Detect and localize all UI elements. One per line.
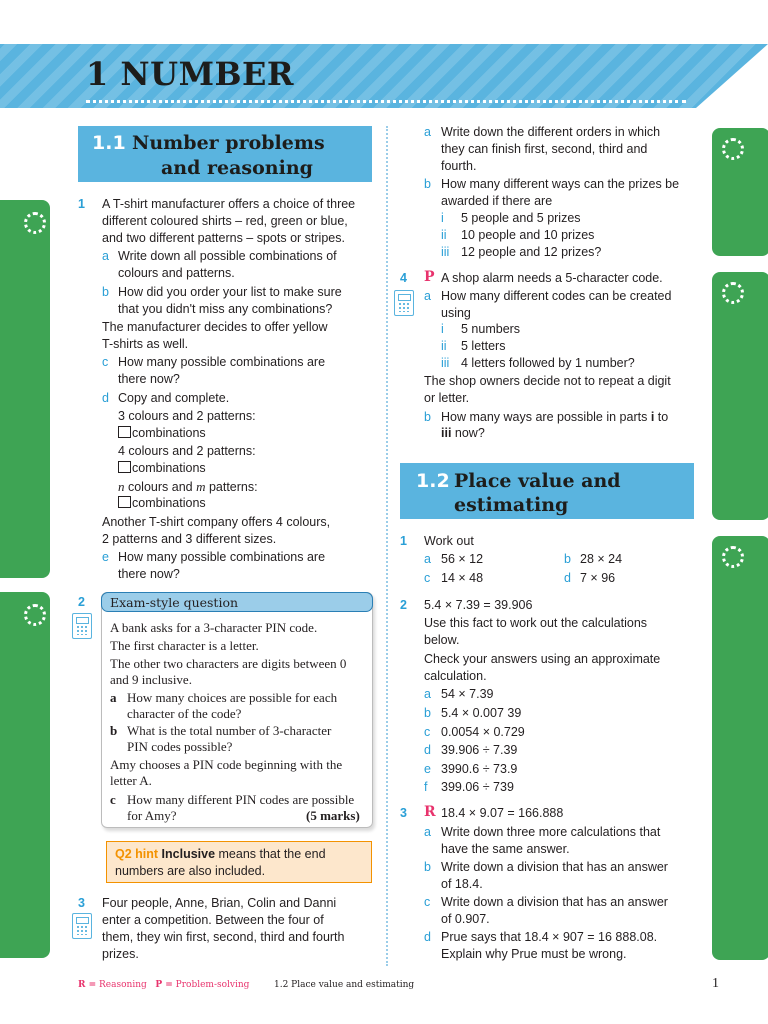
progress-dots-icon xyxy=(722,138,744,160)
reasoning-tag: R xyxy=(424,804,436,820)
progress-tab-right-3 xyxy=(712,536,768,960)
footer-section: 1.2 Place value and estimating xyxy=(274,980,415,990)
calculator-icon xyxy=(394,290,414,316)
exam-question-header: Exam-style question xyxy=(101,592,373,612)
banner-dotted-rule xyxy=(86,100,686,103)
answer-box xyxy=(118,461,131,473)
question-number: 2 xyxy=(78,595,85,609)
progress-dots-icon xyxy=(722,546,744,568)
progress-tab-left-2 xyxy=(0,592,50,958)
question-number: 1 xyxy=(400,534,407,548)
calculator-icon xyxy=(72,613,92,639)
question-number: 3 xyxy=(78,896,85,910)
question-number: 2 xyxy=(400,598,407,612)
question-number: 1 xyxy=(78,197,85,211)
footer-key: R = Reasoning P = Problem-solving xyxy=(78,980,250,990)
calculator-icon xyxy=(72,913,92,939)
banner-cut xyxy=(696,44,768,108)
progress-dots-icon xyxy=(24,212,46,234)
chapter-title: 1 NUMBER xyxy=(86,55,295,93)
progress-tab-right-1 xyxy=(712,128,768,256)
column-divider xyxy=(386,126,388,966)
question-number: 3 xyxy=(400,806,407,820)
section-1-2-header: 1.2 Place value and estimating xyxy=(400,463,694,519)
answer-box xyxy=(118,496,131,508)
problem-solving-tag: P xyxy=(424,269,435,285)
question-number: 4 xyxy=(400,271,407,285)
progress-tab-right-2 xyxy=(712,272,768,520)
page-number: 1 xyxy=(712,976,719,991)
answer-box xyxy=(118,426,131,438)
marks: (5 marks) xyxy=(306,808,360,823)
section-1-1-header: 1.1 Number problems and reasoning xyxy=(78,126,372,182)
progress-tab-left-1 xyxy=(0,200,50,578)
q2-hint-box: Q2 hint Inclusive means that the end numbers are also included. xyxy=(106,841,372,883)
progress-dots-icon xyxy=(24,604,46,626)
progress-dots-icon xyxy=(722,282,744,304)
